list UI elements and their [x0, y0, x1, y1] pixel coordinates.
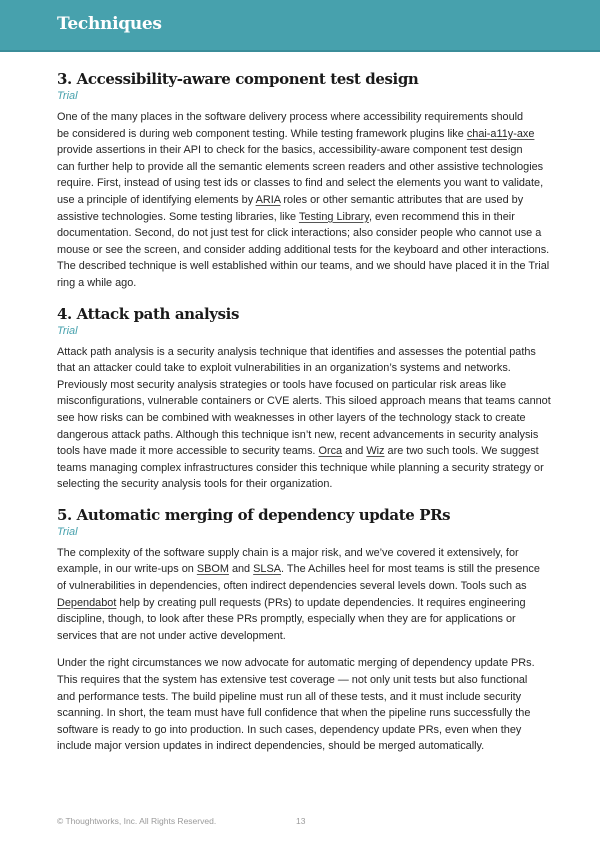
text-line [57, 225, 557, 242]
text-line [57, 460, 557, 477]
text-line [57, 275, 557, 292]
text-run: assistive technologies. Some testing libraries, like [57, 210, 299, 223]
text-line [57, 722, 557, 739]
technique-section [57, 305, 557, 493]
text-run: can further help to provide all the semantic elements screen readers and other assistive technologies [57, 160, 544, 173]
text-run: require. First, instead of using test ids or classes to find and select the elements you want to validate, [57, 177, 544, 190]
text-run: tools have made it more accessible to security teams. [57, 445, 319, 458]
paragraph [57, 344, 557, 493]
text-line [57, 175, 557, 192]
text-line [57, 427, 557, 444]
ring-label: Trial [57, 324, 78, 337]
inline-link[interactable]: SLSA [253, 563, 282, 576]
footer-copyright: © Thoughtworks, Inc. All Rights Reserved. [57, 816, 217, 826]
ring-label: Trial [57, 525, 78, 538]
text-run: that an attacker could take to exploit vulnerabilities in an organization’s systems and networks. [57, 362, 511, 375]
text-line [57, 109, 557, 126]
text-line [57, 738, 557, 755]
paragraph [57, 109, 557, 292]
text-line [57, 595, 557, 612]
text-line [57, 344, 557, 361]
text-run: see how risks can be combined with weaknesses in other layers of the technology stack to create [57, 411, 526, 424]
text-line [57, 705, 557, 722]
text-line [57, 628, 557, 645]
text-line [57, 689, 557, 706]
page-section-title: Techniques [57, 14, 162, 34]
text-line [57, 192, 557, 209]
ring-label: Trial [57, 90, 78, 102]
text-line [57, 209, 557, 226]
paragraph [57, 655, 557, 755]
text-run: ring a while ago. [57, 276, 137, 289]
text-run: discipline, though, to look after these PRs promptly, especially when they are for applications or [57, 613, 516, 626]
text-line [57, 672, 557, 689]
text-run: services that are not under active development. [57, 629, 286, 642]
text-line [57, 142, 557, 159]
text-line [57, 377, 557, 394]
text-run: The complexity of the software supply chain is a major risk, and we’ve covered it extensively, for [57, 546, 519, 559]
text-run: provide assertions in their API to check for the basics, accessibility-aware component test design [57, 144, 523, 157]
inline-link[interactable]: Wiz [366, 445, 385, 458]
inline-link[interactable]: ARIA [255, 193, 281, 206]
text-line [57, 578, 557, 595]
inline-link[interactable]: Testing Library [298, 210, 369, 223]
technique-title: 3. Accessibility-aware component test design [57, 70, 419, 88]
text-run: software is ready to go into production. In such cases, dependency update PRs, even when they [57, 723, 522, 736]
text-run: misconfigurations, vulnerable containers or CVE alerts. This siloed approach means that teams cannot [57, 395, 551, 408]
text-run: mouse or see the screen, and consider adding additional tests for the keyboard and other interactions. [57, 243, 550, 256]
technique-section [57, 70, 557, 292]
text-run: One of the many places in the software delivery process where accessibility requirements should [57, 111, 524, 123]
text-run: help by creating pull requests (PRs) to update dependencies. It requires engineering [116, 596, 526, 609]
text-run: documentation. Second, do not just test for click interactions; also consider people who cannot use a [57, 227, 542, 240]
text-line [57, 410, 557, 427]
text-run: This requires that the system has extensive test coverage — not only unit tests but also functional [57, 674, 528, 687]
text-run: Previously most security analysis strategies or tools have focused on particular risk areas like [57, 378, 507, 391]
text-run: . The Achilles heel for most teams is still the presence [281, 563, 540, 576]
technique-title: 4. Attack path analysis [57, 304, 239, 323]
text-run: example, in our write-ups on [57, 563, 197, 576]
text-run: selecting the security analysis tools for their organization. [57, 478, 333, 491]
text-run: , even recommend this in their [368, 210, 515, 223]
text-line [57, 655, 557, 672]
text-run: include major version updates in indirect dependencies, should be merged automatically. [57, 740, 485, 753]
text-run: be considered is during web component testing. While testing framework plugins like [57, 127, 467, 140]
document-body [57, 70, 557, 768]
text-run: roles or other semantic attributes that are used by [280, 193, 524, 206]
inline-link[interactable]: Orca [318, 445, 343, 458]
inline-link[interactable]: chai-a11y-axe [466, 127, 535, 140]
text-run: scanning. In short, the team must have full confidence that when the pipeline runs successfully the [57, 707, 531, 720]
text-run: Attack path analysis is a security analysis technique that identifies and assesses the potential paths [57, 345, 536, 358]
text-run: and performance tests. The build pipeline must run all of these tests, and it must include security [57, 690, 522, 703]
text-line [57, 360, 557, 377]
text-line [57, 242, 557, 259]
inline-link[interactable]: SBOM [196, 563, 229, 576]
technique-section [57, 506, 557, 755]
text-run: and [342, 445, 367, 458]
text-run: teams managing complex infrastructures consider this technique while planning a security strategy or [57, 461, 544, 474]
text-line [57, 126, 557, 143]
paragraph [57, 545, 557, 645]
text-run: Under the right circumstances we now advocate for automatic merging of dependency update PRs. [57, 657, 535, 670]
text-line [57, 159, 557, 176]
header-banner [0, 0, 600, 52]
text-line [57, 561, 557, 578]
text-run: of vulnerabilities in dependencies, often indirect dependencies several levels down. Tools such as [57, 580, 527, 593]
technique-title: 5. Automatic merging of dependency update PRs [57, 505, 451, 524]
text-line [57, 545, 557, 562]
text-run: The described technique is well established within our teams, and we should have placed it in the Trial [57, 260, 550, 273]
text-line [57, 443, 557, 460]
text-run: use a principle of identifying elements by [57, 193, 256, 206]
text-run: dangerous attack paths. Although this technique isn’t new, recent advancements in security analysis [57, 428, 539, 441]
text-line [57, 258, 557, 275]
text-line [57, 393, 557, 410]
text-run: and [228, 563, 254, 576]
page-number: 13 [296, 816, 306, 826]
text-line [57, 476, 557, 493]
inline-link[interactable]: Dependabot [57, 596, 117, 609]
text-run: are two such tools. We suggest [384, 445, 539, 458]
text-line [57, 611, 557, 628]
